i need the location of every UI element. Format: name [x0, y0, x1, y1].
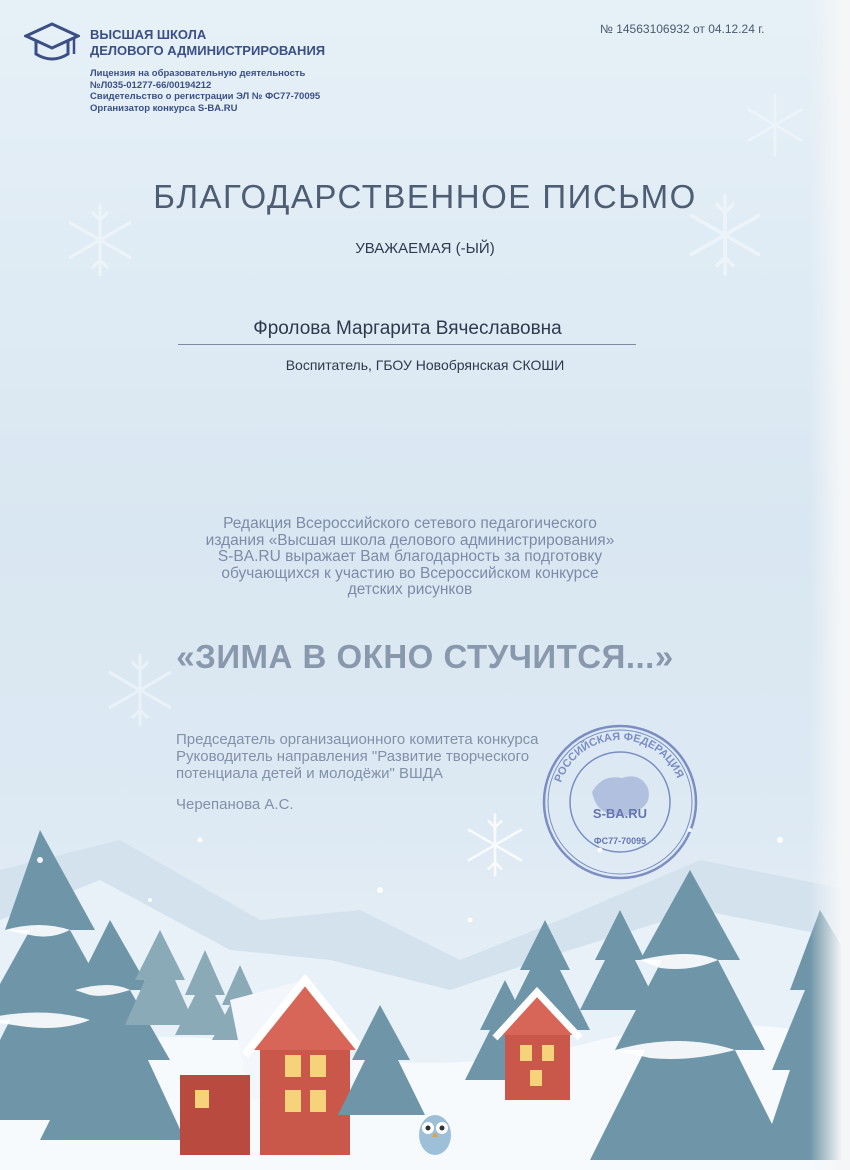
body-line: обучающихся к участию во Всероссийском конкурсе	[221, 564, 599, 582]
stamp-center-text: S-BA.RU	[592, 806, 648, 821]
body-line: издания «Высшая школа делового администрирования»	[205, 531, 615, 549]
body-line: Редакция Всероссийского сетевого педагогического	[223, 515, 597, 532]
signature-line: потенциала детей и молодёжи" ВШДА	[176, 765, 443, 782]
organization-name: ВЫСШАЯ ШКОЛА ДЕЛОВОГО АДМИНИСТРИРОВАНИЯ	[90, 27, 326, 58]
svg-text:РОССИЙСКАЯ ФЕДЕРАЦИЯ	[553, 731, 686, 784]
signature-line: Руководитель направления "Развитие творческого	[176, 748, 530, 765]
letter-title: БЛАГОДАРСТВЕННОЕ ПИСЬМО	[153, 178, 697, 215]
organization-info	[90, 68, 320, 114]
contest-title: «ЗИМА В ОКНО СТУЧИТСЯ...»	[176, 638, 674, 675]
registration-line: Свидетельство о регистрации ЭЛ № ФС77-70095	[90, 91, 321, 102]
recipient-name: Фролова Маргарита Вячеславовна	[253, 318, 562, 339]
stamp-ring-text: РОССИЙСКАЯ ФЕДЕРАЦИЯ	[552, 730, 686, 784]
snowflake-icon	[740, 90, 810, 160]
letter-body	[140, 516, 680, 599]
license-number: №Л035-01277-66/00194212	[90, 79, 212, 91]
signature-line: Председатель организационного комитета конкурса	[176, 731, 539, 748]
graduation-cap-icon	[24, 22, 80, 66]
recipient-underline	[178, 344, 636, 345]
salutation: УВАЖАЕМАЯ (-ЫЙ)	[355, 240, 495, 257]
body-line: детских рисунков	[347, 581, 473, 598]
recipient-position: Воспитатель, ГБОУ Новобрянская СКОШИ	[285, 357, 565, 373]
signer-name: Черепанова А.С.	[176, 796, 294, 813]
license-line: Лицензия на образовательную деятельность	[90, 68, 306, 79]
document-number: № 14563106932 от 04.12.24 г.	[600, 22, 765, 36]
organizer-line: Организатор конкурса S-BA.RU	[90, 102, 238, 114]
winter-scene-illustration	[0, 800, 850, 1170]
body-line: S-BA.RU выражает Вам благодарность за подготовку	[217, 548, 603, 565]
stamp-reg-text: ФС77-70095	[593, 836, 647, 846]
